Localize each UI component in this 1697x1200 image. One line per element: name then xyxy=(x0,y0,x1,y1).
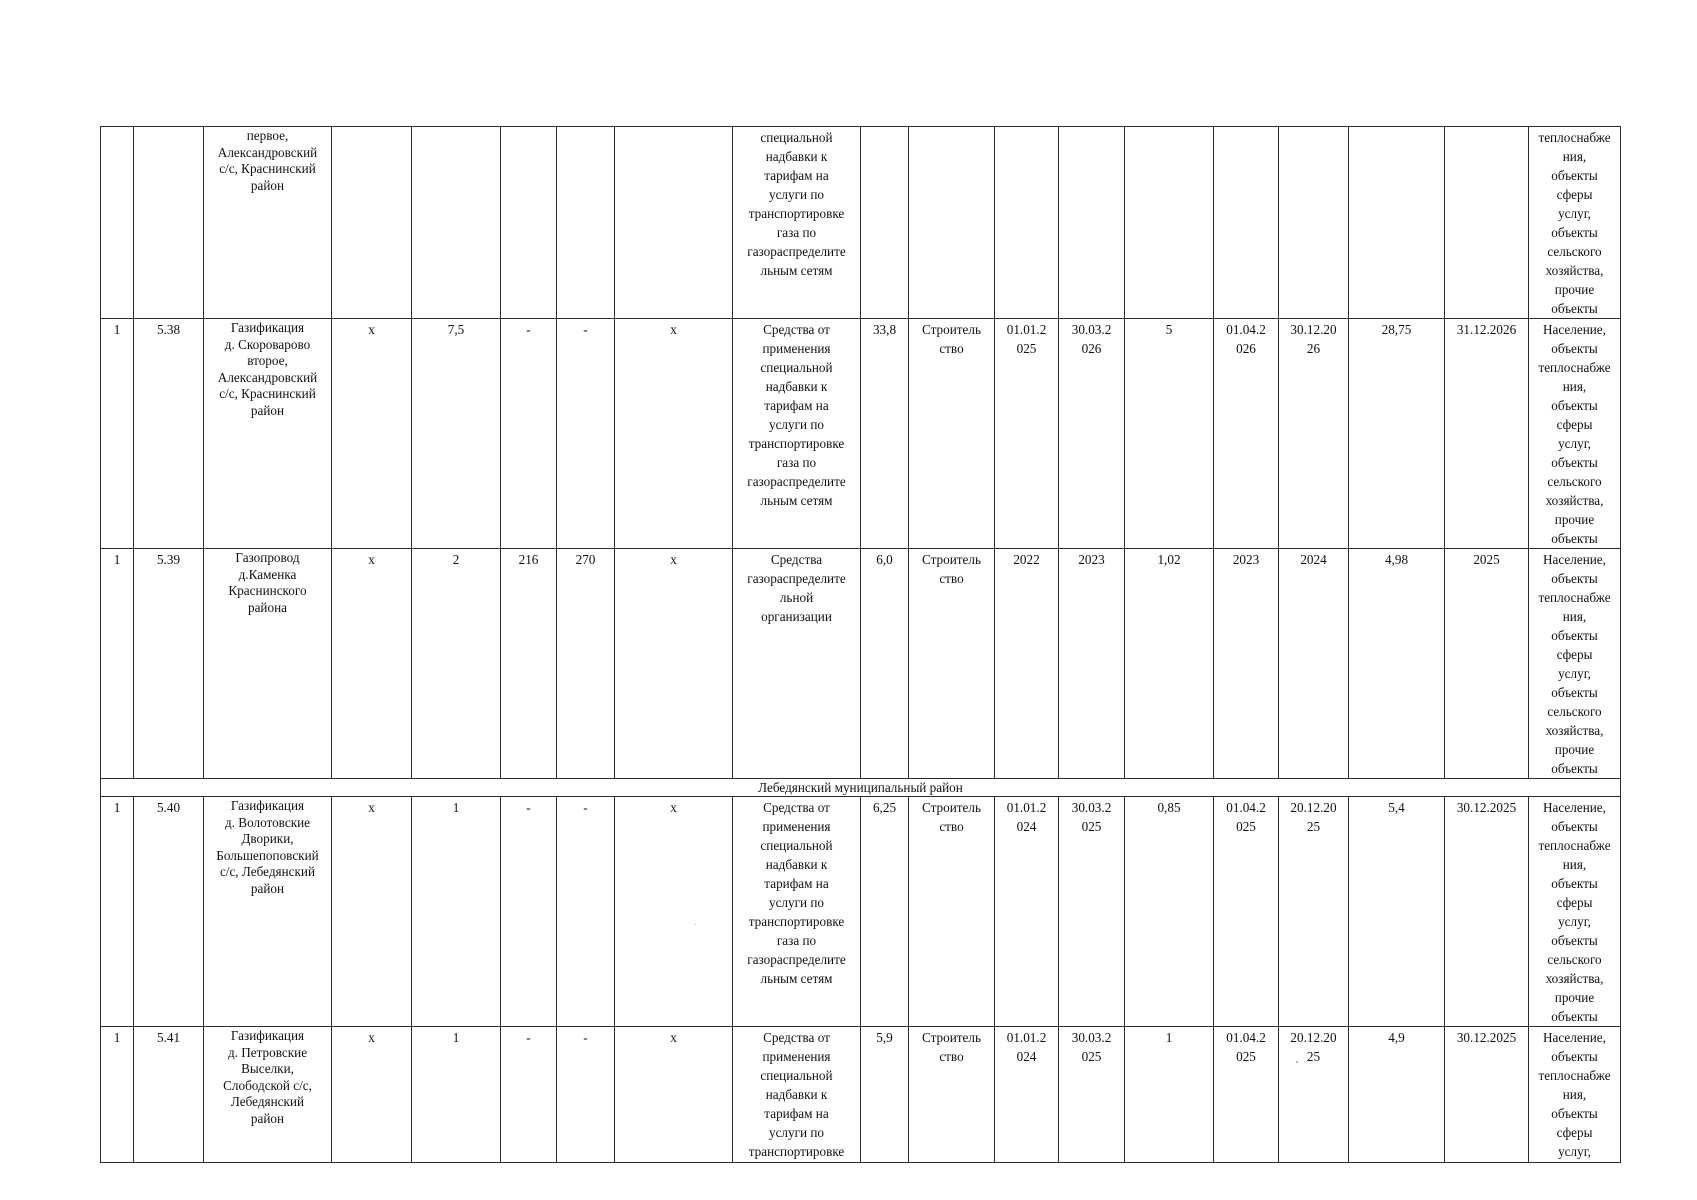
cell-consumers: Население, объекты теплоснабже ния, объекты сферы услуг, объекты сельского хозяйства, прочие объекты xyxy=(1529,319,1621,549)
cell-col-7 xyxy=(557,127,615,319)
cell-design-end xyxy=(1059,127,1125,319)
cell-col-4: x xyxy=(332,319,412,549)
cell-commission-date: 31.12.2026 xyxy=(1445,319,1529,549)
table-row xyxy=(101,319,1621,549)
cell-item-code: 5.40 xyxy=(134,797,204,1027)
cell-col-7: - xyxy=(557,797,615,1027)
cell-col-8 xyxy=(615,127,733,319)
cell-design-cost: 1 xyxy=(1125,1027,1214,1163)
cell-design-end: 2023 xyxy=(1059,549,1125,779)
cell-cost: 33,8 xyxy=(861,319,909,549)
table-row xyxy=(101,549,1621,779)
cell-length: 1 xyxy=(412,797,501,1027)
cell-funding-source: Средства газораспределите льной организации xyxy=(733,549,861,779)
cell-design-start: 01.01.2 024 xyxy=(995,1027,1059,1163)
cell-col-4: x xyxy=(332,797,412,1027)
table-row xyxy=(101,127,1621,319)
cell-cost xyxy=(861,127,909,319)
cell-col-6: - xyxy=(501,797,557,1027)
cell-work-type: Строитель ство xyxy=(909,319,995,549)
cell-build-end: 30.12.20 26 xyxy=(1279,319,1349,549)
cell-design-start: 01.01.2 025 xyxy=(995,319,1059,549)
scan-speck xyxy=(1296,1061,1298,1063)
cell-funding-source: Средства от применения специальной надбавки к тарифам на услуги по транспортировке газа по газораспределите льным сетям xyxy=(733,319,861,549)
cell-number: 1 xyxy=(101,319,134,549)
cell-consumers: Население, объекты теплоснабже ния, объекты сферы услуг, объекты сельского хозяйства, прочие объекты xyxy=(1529,797,1621,1027)
cell-col-6 xyxy=(501,127,557,319)
cell-cost: 6,25 xyxy=(861,797,909,1027)
cell-build-start: 01.04.2 025 xyxy=(1214,1027,1279,1163)
cell-number: 1 xyxy=(101,1027,134,1163)
cell-funding-source: Средства от применения специальной надбавки к тарифам на услуги по транспортировке газа по газораспределите льным сетям xyxy=(733,797,861,1027)
cell-build-end xyxy=(1279,127,1349,319)
cell-number: 1 xyxy=(101,549,134,779)
cell-build-cost xyxy=(1349,127,1445,319)
cell-build-start: 01.04.2 025 xyxy=(1214,797,1279,1027)
cell-col-7: - xyxy=(557,1027,615,1163)
cell-length: 1 xyxy=(412,1027,501,1163)
cell-funding-source: Средства от применения специальной надбавки к тарифам на услуги по транспортировке xyxy=(733,1027,861,1163)
cell-build-cost: 5,4 xyxy=(1349,797,1445,1027)
document-page xyxy=(100,126,1620,1159)
cell-build-end: 20.12.20 25 xyxy=(1279,797,1349,1027)
cell-design-cost: 1,02 xyxy=(1125,549,1214,779)
cell-build-start: 2023 xyxy=(1214,549,1279,779)
cell-object-name: первое, Александровский с/с, Краснинский район xyxy=(204,127,332,319)
cell-col-8: x xyxy=(615,1027,733,1163)
cell-design-end: 30.03.2 025 xyxy=(1059,797,1125,1027)
cell-object-name: Газификация д. Волотовские Дворики, Большепоповский с/с, Лебедянский район xyxy=(204,797,332,1027)
cell-object-name: Газификация д. Петровские Выселки, Слободской с/с, Лебедянский район xyxy=(204,1027,332,1163)
cell-consumers: Население, объекты теплоснабже ния, объекты сферы услуг, xyxy=(1529,1027,1621,1163)
cell-col-8: x xyxy=(615,549,733,779)
cell-build-cost: 28,75 xyxy=(1349,319,1445,549)
cell-col-4 xyxy=(332,127,412,319)
cell-build-start xyxy=(1214,127,1279,319)
cell-commission-date xyxy=(1445,127,1529,319)
cell-commission-date: 30.12.2025 xyxy=(1445,797,1529,1027)
cell-consumers: Население, объекты теплоснабже ния, объекты сферы услуг, объекты сельского хозяйства, прочие объекты xyxy=(1529,549,1621,779)
cell-col-7: 270 xyxy=(557,549,615,779)
cell-col-7: - xyxy=(557,319,615,549)
investment-program-table xyxy=(100,126,1621,1163)
cell-col-8: x xyxy=(615,797,733,1027)
cell-design-start xyxy=(995,127,1059,319)
cell-design-start: 2022 xyxy=(995,549,1059,779)
cell-number xyxy=(101,127,134,319)
cell-design-cost: 0,85 xyxy=(1125,797,1214,1027)
cell-build-end: 20.12.20 25 xyxy=(1279,1027,1349,1163)
cell-design-start: 01.01.2 024 xyxy=(995,797,1059,1027)
cell-item-code: 5.41 xyxy=(134,1027,204,1163)
cell-funding-source: специальной надбавки к тарифам на услуги по транспортировке газа по газораспределите льным сетям xyxy=(733,127,861,319)
cell-number: 1 xyxy=(101,797,134,1027)
table-row xyxy=(101,797,1621,1027)
cell-design-cost: 5 xyxy=(1125,319,1214,549)
cell-work-type: Строитель ство xyxy=(909,1027,995,1163)
cell-object-name: Газопровод д.Каменка Краснинского района xyxy=(204,549,332,779)
cell-length: 2 xyxy=(412,549,501,779)
cell-build-cost: 4,98 xyxy=(1349,549,1445,779)
cell-cost: 6,0 xyxy=(861,549,909,779)
cell-work-type xyxy=(909,127,995,319)
cell-design-cost xyxy=(1125,127,1214,319)
cell-work-type: Строитель ство xyxy=(909,549,995,779)
cell-commission-date: 30.12.2025 xyxy=(1445,1027,1529,1163)
cell-col-4: x xyxy=(332,1027,412,1163)
section-title: Лебедянский муниципальный район xyxy=(101,779,1621,797)
cell-col-4: x xyxy=(332,549,412,779)
cell-col-6: - xyxy=(501,1027,557,1163)
scan-speck xyxy=(695,924,696,925)
cell-consumers: теплоснабже ния, объекты сферы услуг, объекты сельского хозяйства, прочие объекты xyxy=(1529,127,1621,319)
cell-item-code: 5.38 xyxy=(134,319,204,549)
section-row xyxy=(101,779,1621,797)
cell-item-code: 5.39 xyxy=(134,549,204,779)
cell-build-end: 2024 xyxy=(1279,549,1349,779)
cell-col-6: - xyxy=(501,319,557,549)
cell-commission-date: 2025 xyxy=(1445,549,1529,779)
cell-length xyxy=(412,127,501,319)
cell-work-type: Строитель ство xyxy=(909,797,995,1027)
cell-col-8: x xyxy=(615,319,733,549)
cell-col-6: 216 xyxy=(501,549,557,779)
cell-build-start: 01.04.2 026 xyxy=(1214,319,1279,549)
cell-design-end: 30.03.2 025 xyxy=(1059,1027,1125,1163)
cell-design-end: 30.03.2 026 xyxy=(1059,319,1125,549)
cell-cost: 5,9 xyxy=(861,1027,909,1163)
cell-length: 7,5 xyxy=(412,319,501,549)
cell-item-code xyxy=(134,127,204,319)
cell-build-cost: 4,9 xyxy=(1349,1027,1445,1163)
table-row xyxy=(101,1027,1621,1163)
cell-object-name: Газификация д. Скороварово второе, Александровский с/с, Краснинский район xyxy=(204,319,332,549)
